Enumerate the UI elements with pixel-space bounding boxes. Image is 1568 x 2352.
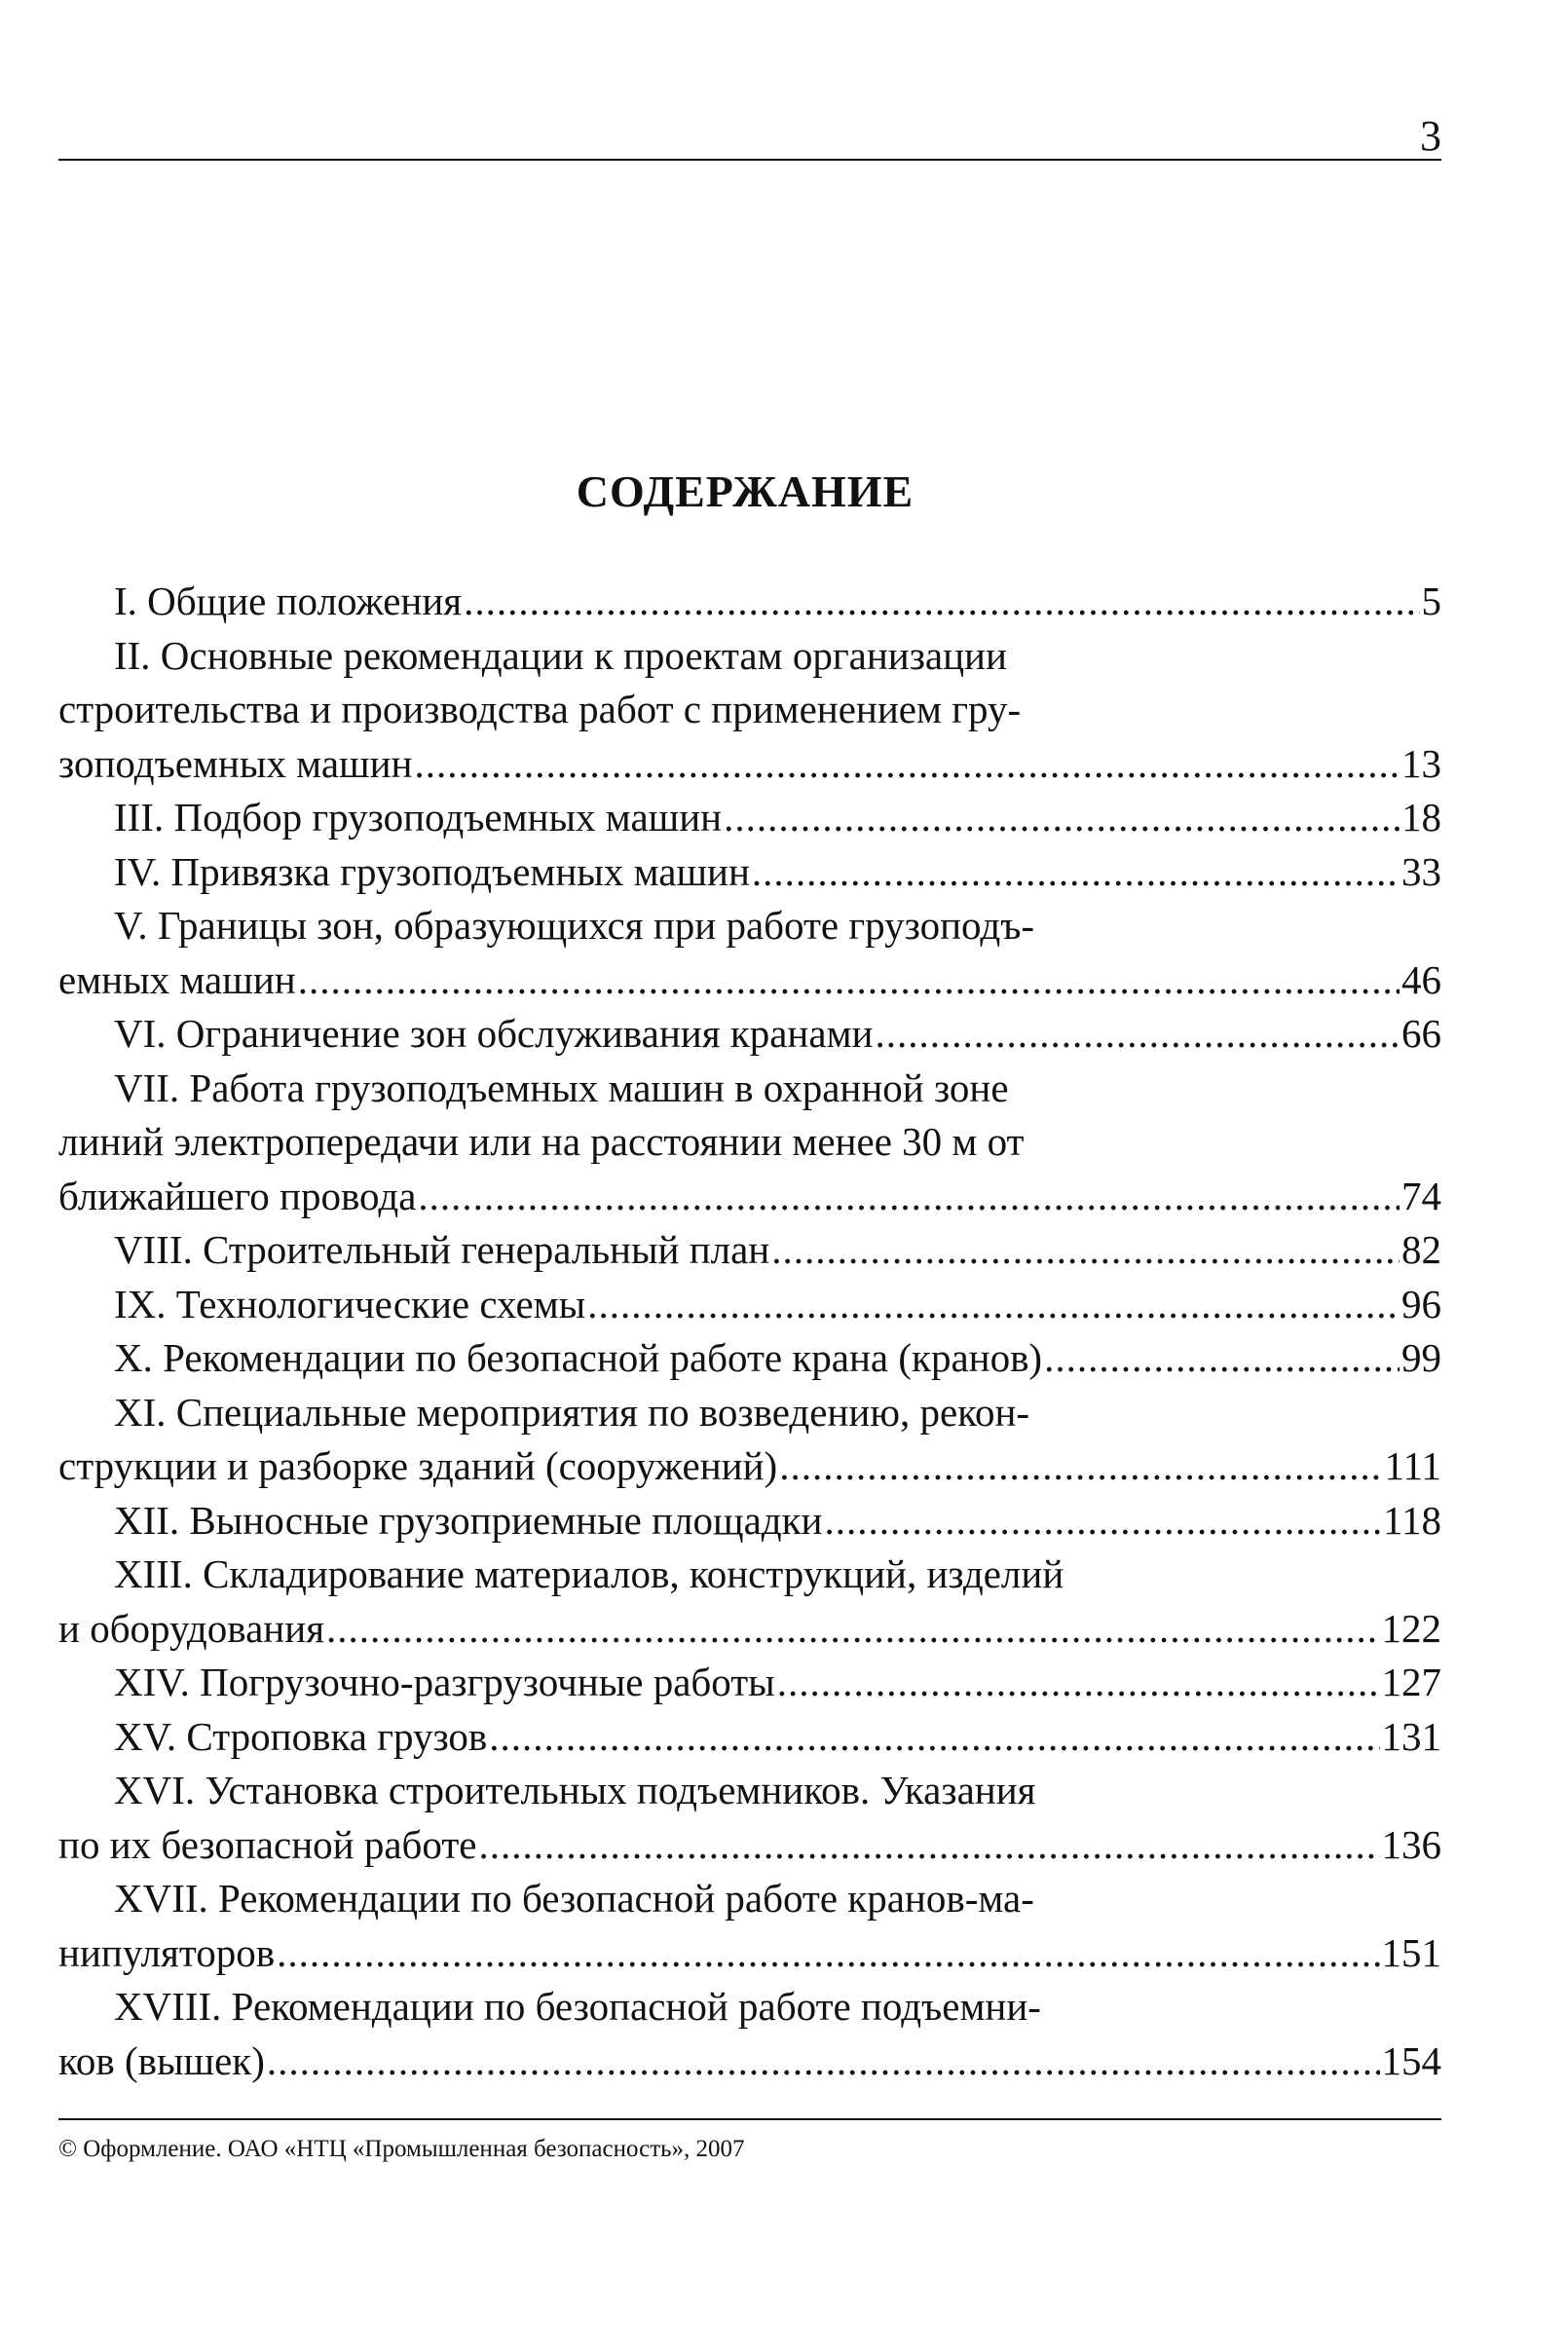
dot-leader <box>418 1170 1400 1224</box>
dot-leader <box>779 1439 1382 1494</box>
toc-entry <box>58 575 1441 629</box>
toc-entry <box>58 629 1441 792</box>
toc-entry-line: IV. Привязка грузоподъемных машин <box>114 848 750 894</box>
toc-entry <box>58 1548 1441 1656</box>
toc-entry-row <box>58 1170 1441 1224</box>
header-rule <box>58 159 1441 161</box>
toc-entry-row <box>58 1656 1441 1710</box>
toc-entry-row <box>58 1926 1441 1981</box>
toc-entry <box>58 1764 1441 1872</box>
dot-leader <box>752 845 1400 900</box>
toc-page-number: 118 <box>1383 1497 1441 1543</box>
toc-entry-line: нипуляторов <box>58 1929 276 1975</box>
toc-page-number: 74 <box>1401 1173 1441 1218</box>
toc-entry-line: XVII. Рекомендации по безопасной работе кранов-ма- <box>114 1876 1034 1921</box>
toc-entry-row <box>58 1331 1441 1386</box>
toc-entry <box>58 1331 1441 1386</box>
dot-leader <box>326 1602 1379 1657</box>
toc-entry-row <box>58 737 1441 792</box>
toc-entry <box>58 1278 1441 1332</box>
toc-page-number: 127 <box>1381 1660 1441 1704</box>
toc-entry <box>58 1656 1441 1710</box>
toc-entry-line: XIII. Складирование материалов, конструкций, изделий <box>114 1551 1064 1596</box>
toc-entry-line: и оборудования <box>58 1605 325 1651</box>
toc-entry-line: V. Границы зон, образующихся при работе грузоподъ- <box>114 903 1035 948</box>
toc-entry-line: емных машин <box>58 956 296 1002</box>
toc-entry-row <box>58 1007 1441 1062</box>
dot-leader <box>298 953 1400 1008</box>
toc-entry-line: XIV. Погрузочно-разгрузочные работы <box>114 1660 775 1704</box>
toc-page-number: 66 <box>1401 1011 1441 1056</box>
toc-entry-row <box>58 1818 1441 1873</box>
toc-entry <box>58 845 1441 900</box>
dot-leader <box>587 1278 1400 1332</box>
copyright-note: © Оформление. ОАО «НТЦ «Промышленная безопасность», 2007 <box>58 2136 745 2162</box>
toc-entry-line: XVI. Установка строительных подъемников. Указания <box>114 1768 1036 1812</box>
toc-entry <box>58 1980 1441 2088</box>
dot-leader <box>478 1818 1379 1873</box>
toc-page-number: 136 <box>1381 1821 1441 1867</box>
toc-page-number: 13 <box>1401 740 1441 786</box>
toc-page-number: 131 <box>1381 1713 1441 1759</box>
toc-entry-line: VII. Работа грузоподъемных машин в охранной зоне <box>114 1064 1009 1110</box>
dot-leader <box>771 1223 1400 1278</box>
toc-entry-row <box>58 1439 1441 1494</box>
toc-entry <box>58 1494 1441 1549</box>
toc-title: СОДЕРЖАНИЕ <box>576 467 915 516</box>
toc-entry <box>58 1062 1441 1224</box>
toc-entry-line: III. Подбор грузоподъемных машин <box>114 795 723 840</box>
toc-entry <box>58 899 1441 1007</box>
dot-leader <box>875 1007 1400 1062</box>
page-number: 3 <box>1420 112 1441 160</box>
toc-page-number: 154 <box>1381 2037 1441 2083</box>
toc-entry <box>58 1007 1441 1062</box>
toc-entry <box>58 1710 1441 1765</box>
dot-leader <box>825 1494 1382 1549</box>
toc-page-number: 96 <box>1401 1281 1441 1326</box>
dot-leader <box>1044 1331 1400 1386</box>
toc-page-number: 99 <box>1401 1335 1441 1380</box>
toc-entry <box>58 1386 1441 1494</box>
toc-entry-line: зоподъемных машин <box>58 740 413 786</box>
toc-entry-line: ков (вышек) <box>58 2037 265 2083</box>
toc-entry-line: VIII. Строительный генеральный план <box>114 1227 770 1272</box>
toc-entry-line: XI. Специальные мероприятия по возведению, рекон- <box>114 1389 1030 1435</box>
toc-entry-row <box>58 845 1441 900</box>
toc-page-number: 5 <box>1421 579 1441 623</box>
toc-page-number: 122 <box>1381 1605 1441 1651</box>
dot-leader <box>414 737 1400 792</box>
toc-page-number: 82 <box>1401 1227 1441 1272</box>
toc-page-number: 46 <box>1401 956 1441 1002</box>
table-of-contents <box>58 575 1441 2088</box>
toc-entry-row <box>58 1710 1441 1765</box>
toc-page-number: 111 <box>1384 1443 1441 1488</box>
dot-leader <box>724 791 1400 845</box>
toc-entry-row <box>58 1602 1441 1657</box>
toc-entry-row <box>58 2035 1441 2089</box>
toc-page-number: 151 <box>1381 1929 1441 1975</box>
toc-entry-row <box>58 791 1441 845</box>
toc-entry-line: VI. Ограничение зон обслуживания кранами <box>114 1011 874 1056</box>
toc-entry-row <box>58 1494 1441 1549</box>
toc-entry-line: XII. Выносные грузоприемные площадки <box>114 1497 823 1543</box>
dot-leader <box>777 1656 1380 1710</box>
dot-leader <box>464 575 1419 629</box>
toc-entry-line: II. Основные рекомендации к проектам организации <box>114 632 1007 678</box>
toc-entry-line: XVIII. Рекомендации по безопасной работе подъемни- <box>114 1984 1041 2029</box>
toc-entry-line: XV. Строповка грузов <box>114 1713 488 1759</box>
toc-entry <box>58 791 1441 845</box>
dot-leader <box>277 1926 1379 1981</box>
toc-entry <box>58 1872 1441 1980</box>
toc-entry-row <box>58 953 1441 1008</box>
toc-entry-row <box>58 575 1441 629</box>
footer-rule <box>58 2118 1441 2120</box>
toc-entry <box>58 1223 1441 1278</box>
toc-entry-line: линий электропередачи или на расстоянии менее 30 м от <box>58 1119 1025 1164</box>
toc-page-number: 33 <box>1401 848 1441 894</box>
toc-entry-row <box>58 1278 1441 1332</box>
toc-page-number: 18 <box>1401 795 1441 840</box>
dot-leader <box>489 1710 1379 1765</box>
dot-leader <box>267 2035 1380 2089</box>
toc-entry-line: I. Общие положения <box>114 579 463 623</box>
toc-entry-line: IX. Технологические схемы <box>114 1281 586 1326</box>
toc-entry-line: по их безопасной работе <box>58 1821 477 1867</box>
toc-entry-row <box>58 1223 1441 1278</box>
toc-entry-line: строительства и производства работ с применением гру- <box>58 687 1022 731</box>
toc-entry-line: X. Рекомендации по безопасной работе крана (кранов) <box>114 1335 1043 1380</box>
toc-entry-line: ближайшего провода <box>58 1173 417 1218</box>
toc-entry-line: струкции и разборке зданий (сооружений) <box>58 1443 778 1488</box>
